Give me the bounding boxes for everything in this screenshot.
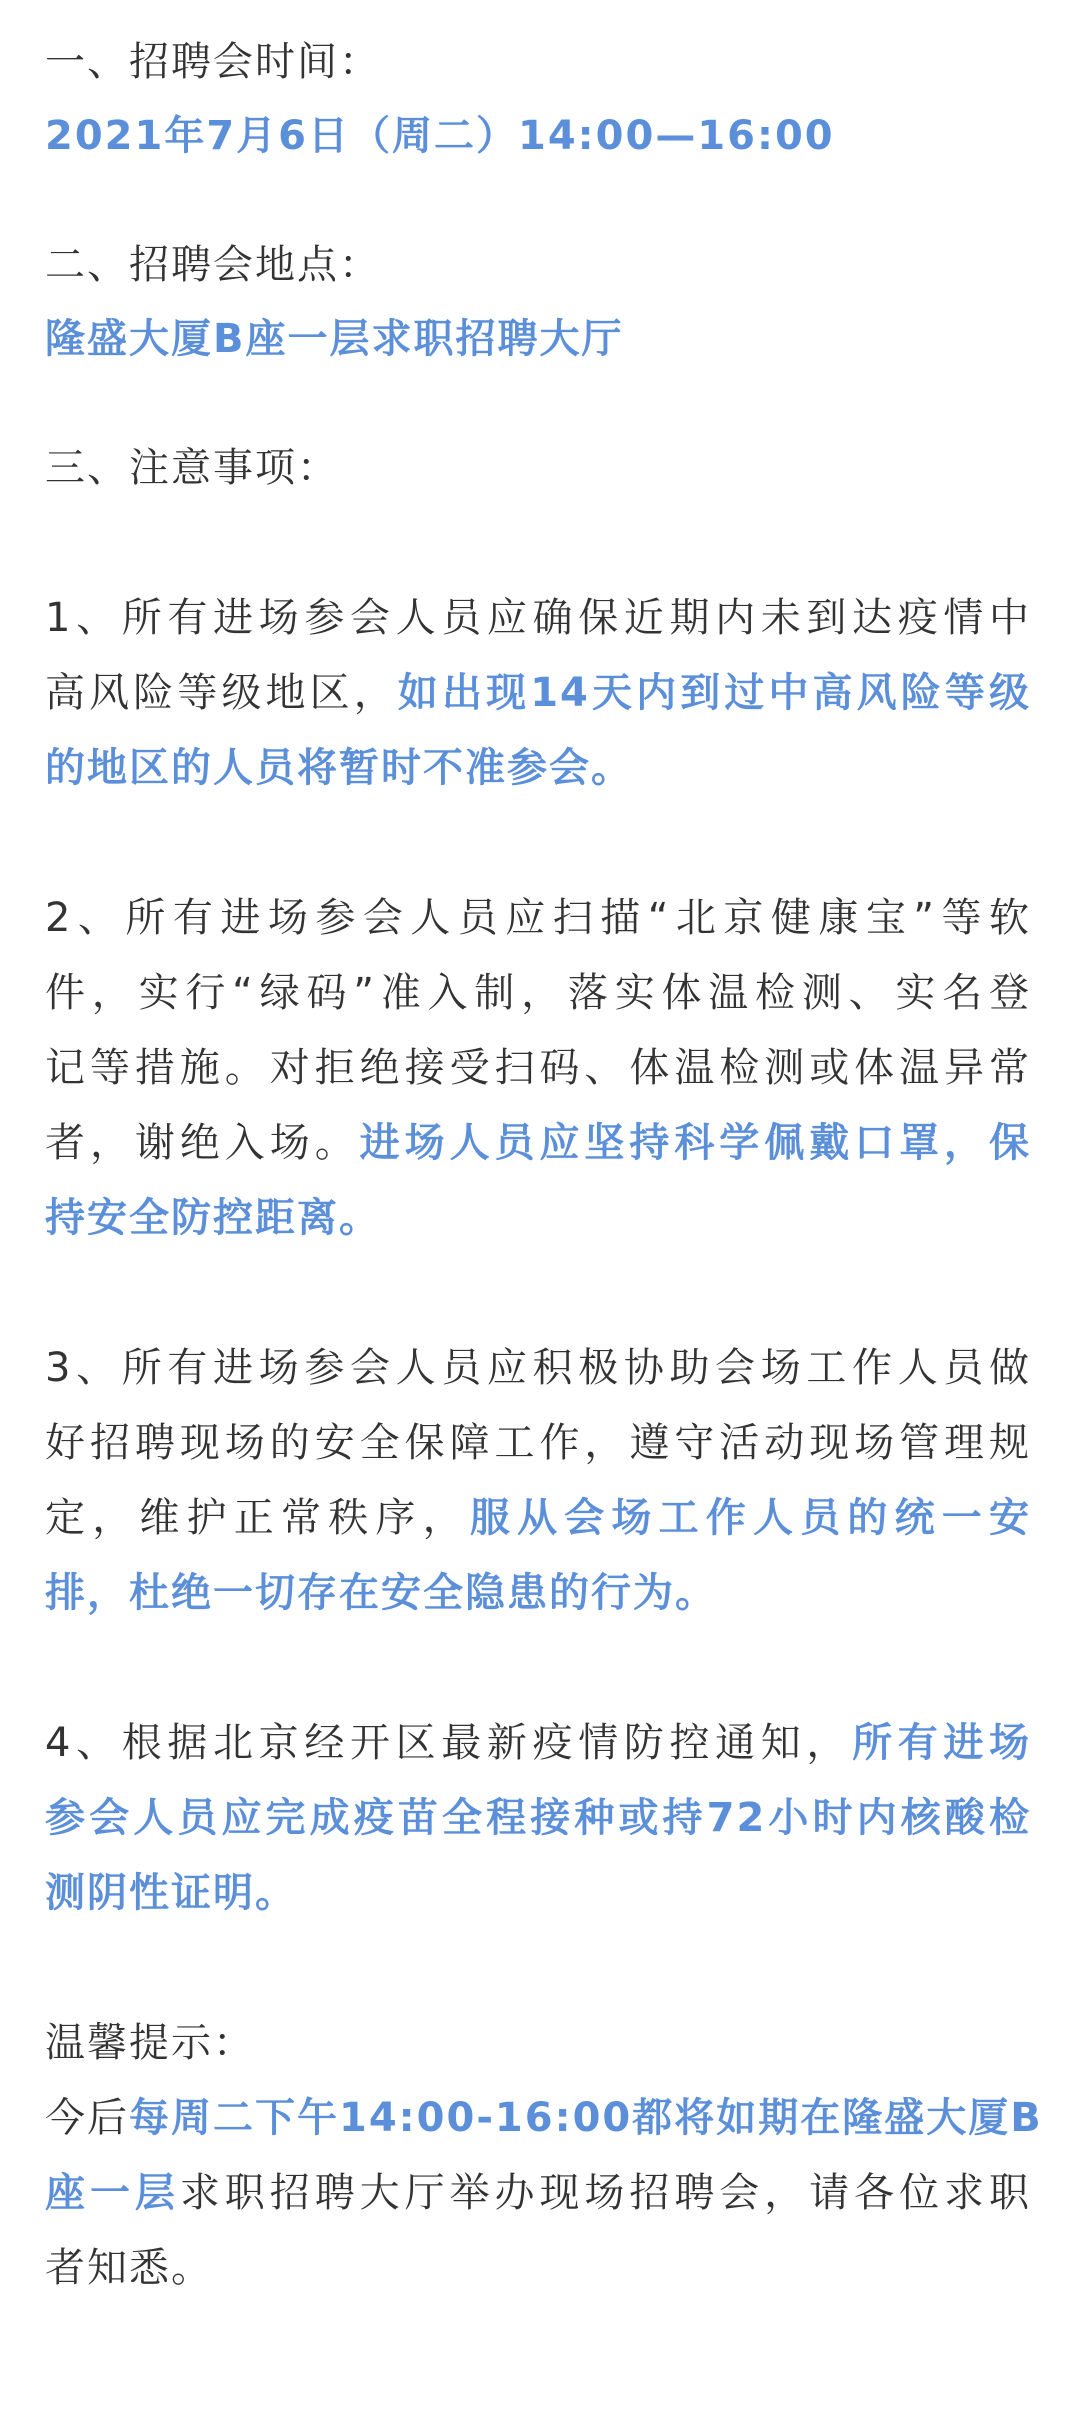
item-1-line-2 [45,665,1031,721]
item-2-line-2: 件，实行“绿码”准入制，落实体温检测、实名登 [45,970,1031,1016]
section-location-label: 二、招聘会地点： [45,242,381,288]
item-2-line-3: 记等措施。对拒绝接受扫码、体温检测或体温异常 [45,1045,1031,1091]
section-location-value: 隆盛大厦B座一层求职招聘大厅 [45,316,624,362]
tip-text-1: 今后 [45,2095,129,2141]
tip-line-3: 者知悉。 [45,2245,213,2291]
item-3-line-3 [45,1490,1031,1546]
section-time-value: 2021年7月6日（周二）14:00—16:00 [45,113,835,159]
tip-label: 温馨提示： [45,2020,255,2066]
section-time-label: 一、招聘会时间： [45,39,381,85]
item-3-text: 定，维护正常秩序， [45,1495,470,1541]
item-4-text: 4、根据北京经开区最新疫情防控通知， [45,1720,853,1766]
item-4-line-3: 测阴性证明。 [45,1870,297,1916]
item-1-line-1: 1、所有进场参会人员应确保近期内未到达疫情中 [45,595,1031,641]
item-1-highlight: 如出现14天内到过中高风险等级 [397,670,1031,716]
tip-line-2 [45,2165,1031,2221]
item-2-line-4 [45,1115,1031,1171]
section-notes-label: 三、注意事项： [45,445,339,491]
item-3-line-1: 3、所有进场参会人员应积极协助会场工作人员做 [45,1345,1031,1391]
item-1-text: 高风险等级地区， [45,670,398,716]
item-2-line-5: 持安全防控距离。 [45,1195,381,1241]
tip-highlight-2: 座一层 [45,2170,180,2216]
item-2-highlight: 进场人员应坚持科学佩戴口罩，保 [359,1120,1032,1166]
tip-text-2: 求职招聘大厅举办现场招聘会，请各位求职 [179,2170,1032,2216]
item-1-line-3: 的地区的人员将暂时不准参会。 [45,745,633,791]
item-4-line-2: 参会人员应完成疫苗全程接种或持72小时内核酸检 [45,1795,1031,1841]
item-3-line-2: 好招聘现场的安全保障工作，遵守活动现场管理规 [45,1420,1031,1466]
item-3-line-4: 排，杜绝一切存在安全隐患的行为。 [45,1570,717,1616]
item-4-line-1 [45,1715,1031,1771]
item-2-text: 者，谢绝入场。 [45,1120,360,1166]
item-4-highlight: 所有进场 [852,1720,1031,1766]
item-3-highlight: 服从会场工作人员的统一安 [469,1495,1032,1541]
tip-highlight-1: 每周二下午14:00-16:00都将如期在隆盛大厦B [129,2095,1043,2141]
tip-line-1 [45,2090,1043,2146]
item-2-line-1: 2、所有进场参会人员应扫描“北京健康宝”等软 [45,895,1031,941]
